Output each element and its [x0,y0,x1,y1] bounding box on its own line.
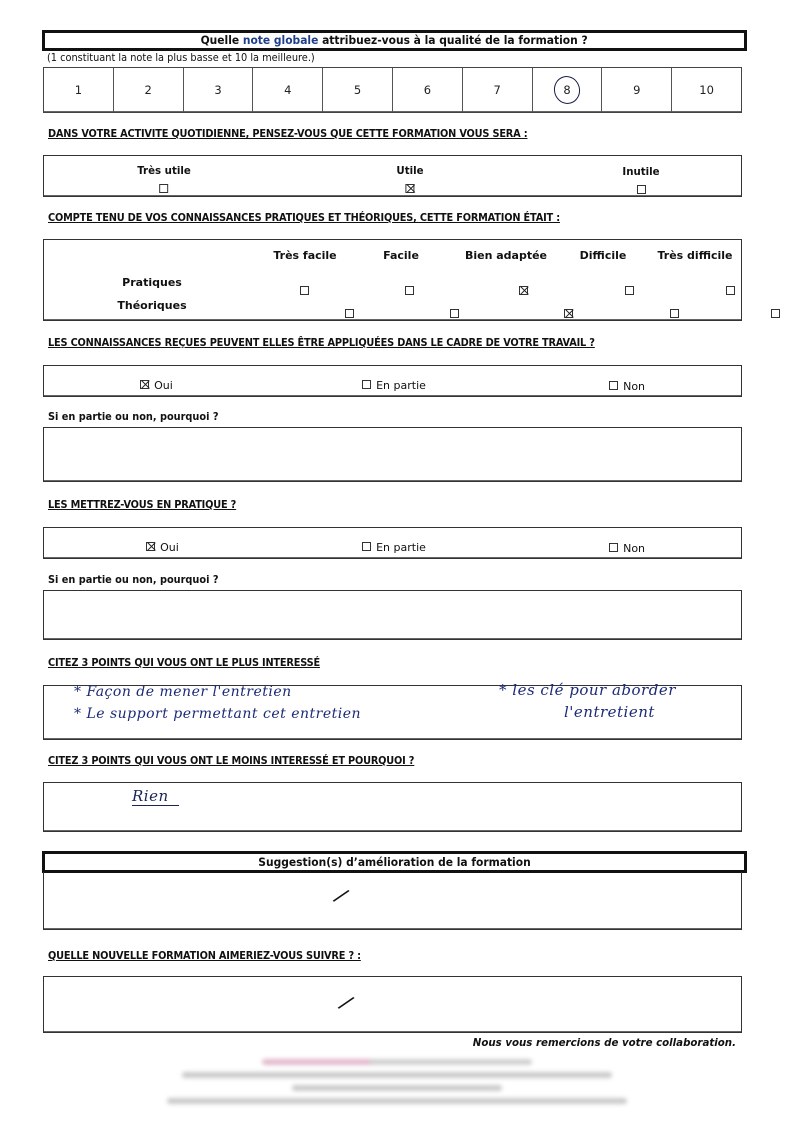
option-label: Oui [160,541,179,554]
rating-title-highlight: note globale [243,33,319,47]
rating-question-header [42,30,747,51]
checkbox-non[interactable] [609,543,618,552]
difficulty-column-header: Bien adaptée [464,249,548,262]
difficulty-grid [43,239,742,321]
difficulty-column-header: Très difficile [657,249,733,262]
suggestions-field[interactable] [43,872,742,930]
difficulty-row-label: Pratiques [122,276,182,289]
new-training-answer: / [335,991,357,1016]
rating-value: 10 [699,83,714,97]
least-interesting-field[interactable] [43,782,742,832]
suggestions-answer: / [330,884,352,909]
least-interesting-answer: Rien [132,787,179,806]
redacted-line [262,1059,532,1065]
checkbox-non[interactable] [609,381,618,390]
applicable-title: LES CONNAISSANCES REÇUES PEUVENT ELLES ÊTRE APPLIQUÉES DANS LE CADRE DE VOTRE TRAVAIL ? [48,337,595,349]
rating-value: 1 [74,83,83,97]
new-training-title: QUELLE NOUVELLE FORMATION AIMERIEZ-VOUS SUIVRE ? : [48,950,361,962]
applicable-options [43,365,742,397]
suggestions-title: Suggestion(s) d’amélioration de la formation [258,855,531,869]
option-non[interactable] [609,375,645,394]
difficulty-row-label: Théoriques [117,299,187,312]
redacted-line [182,1072,612,1078]
option-inutile[interactable] [621,160,661,198]
new-training-field[interactable] [43,976,742,1033]
rating-title-prefix: Quelle [200,33,244,47]
most-interesting-title: CITEZ 3 POINTS QUI VOUS ONT LE PLUS INTERESSÉ [48,657,320,669]
rating-value: 4 [284,83,292,97]
rating-option-6[interactable] [393,68,463,112]
option-en-partie[interactable] [362,536,426,555]
rating-option-4[interactable] [253,68,323,112]
rating-title-suffix: attribuez-vous à la qualité de la formation ? [318,33,589,47]
answer-line: l'entretient [564,703,655,721]
difficulty-checkbox[interactable] [625,286,634,295]
difficulty-checkbox[interactable] [771,309,780,318]
difficulty-checkbox[interactable] [670,309,679,318]
rating-option-2[interactable] [114,68,184,112]
option-oui[interactable] [146,536,179,555]
answer-line: * Le support permettant cet entretien [74,706,362,722]
practice-why-field[interactable] [43,590,742,640]
rating-option-8[interactable] [533,68,603,112]
rating-option-5[interactable] [323,68,393,112]
option-label: Utile [396,164,424,177]
rating-option-3[interactable] [184,68,254,112]
checkbox-inutile[interactable] [636,185,645,194]
difficulty-column-header: Difficile [579,249,627,262]
option-utile[interactable] [395,159,424,197]
suggestions-header [42,851,747,873]
rating-option-1[interactable] [44,68,114,112]
option-non[interactable] [609,537,645,556]
option-label: Oui [154,379,173,392]
practice-options [43,527,742,559]
checkbox-en-partie[interactable] [362,380,371,389]
option-label: En partie [376,541,426,554]
usefulness-options [43,155,742,197]
option-label: Inutile [622,165,660,178]
difficulty-checkbox[interactable] [405,286,414,295]
answer-line: * les clé pour aborder [499,681,676,699]
difficulty-checkbox[interactable] [450,309,459,318]
answer-line: * Façon de mener l'entretien [74,684,292,700]
rating-value: 8 [563,83,571,97]
difficulty-column-header: Très facile [273,249,337,262]
difficulty-column-header: Facile [383,249,419,262]
rating-value: 6 [423,83,432,97]
difficulty-checkbox[interactable] [564,309,573,318]
rating-option-10[interactable] [672,68,741,112]
difficulty-checkbox[interactable] [726,286,735,295]
option-label: Non [623,380,646,393]
rating-option-7[interactable] [463,68,533,112]
most-interesting-field[interactable] [43,681,742,740]
checkbox-tres-utile[interactable] [160,184,169,193]
applicable-why-label: Si en partie ou non, pourquoi ? [48,411,219,423]
option-label: Non [623,542,646,555]
selected-circle-mark [551,73,583,107]
checkbox-oui[interactable] [140,380,149,389]
option-oui[interactable] [140,374,173,393]
usefulness-title: DANS VOTRE ACTIVITE QUOTIDIENNE, PENSEZ-VOUS QUE CETTE FORMATION VOUS SERA : [48,128,528,140]
rating-option-9[interactable] [602,68,672,112]
option-en-partie[interactable] [362,374,426,393]
practice-title: LES METTREZ-VOUS EN PRATIQUE ? [48,499,237,511]
rating-value: 3 [214,83,222,97]
rating-value: 5 [353,83,362,97]
checkbox-oui[interactable] [146,542,155,551]
option-label: Très utile [137,164,191,177]
difficulty-checkbox[interactable] [519,286,528,295]
option-label: En partie [376,379,426,392]
rating-hint: (1 constituant la note la plus basse et 10 la meilleure.) [47,52,315,64]
least-interesting-title: CITEZ 3 POINTS QUI VOUS ONT LE MOINS INTERESSÉ ET POURQUOI ? [48,755,415,767]
redacted-line [167,1098,627,1104]
checkbox-utile[interactable] [405,184,414,193]
difficulty-title: COMPTE TENU DE VOS CONNAISSANCES PRATIQUES ET THÉORIQUES, CETTE FORMATION ÉTAIT : [48,212,560,224]
difficulty-checkbox[interactable] [345,309,354,318]
thanks-note: Nous vous remercions de votre collaboration. [472,1036,736,1049]
option-tres-utile[interactable] [135,159,193,197]
rating-value: 2 [144,83,152,97]
rating-value: 7 [493,83,501,97]
practice-why-label: Si en partie ou non, pourquoi ? [48,574,219,586]
applicable-why-field[interactable] [43,427,742,482]
difficulty-checkbox[interactable] [300,286,309,295]
rating-value: 9 [633,83,641,97]
rating-scale [43,67,742,113]
redacted-line [292,1085,502,1091]
checkbox-en-partie[interactable] [362,542,371,551]
